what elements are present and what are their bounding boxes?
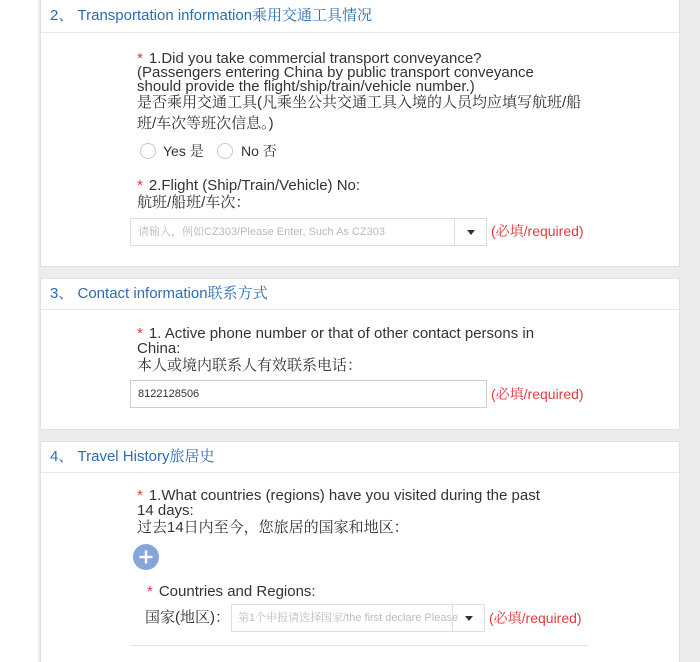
radio-label[interactable]: No 否 (241, 143, 277, 159)
entry-divider (130, 645, 588, 646)
radio-option-no[interactable] (217, 142, 287, 160)
phone-number-input[interactable] (130, 380, 487, 408)
flight-number-input[interactable] (131, 219, 486, 245)
section-title: 2、 Transportation information乘用交通工具情况 (50, 7, 373, 24)
section-transportation (40, 0, 680, 267)
section-header (41, 0, 679, 33)
question-line (137, 178, 360, 194)
section-contact (40, 278, 680, 430)
question-text: 14 days: (137, 502, 194, 519)
question-text: 1.What countries (regions) have you visited during the past (148, 487, 540, 504)
section-title: 4、 Travel History旅居史 (50, 448, 215, 465)
radio-option-yes[interactable] (140, 142, 210, 160)
required-asterisk: * (147, 583, 153, 600)
section-header (41, 279, 679, 310)
question-text: should provide the flight/ship/train/vehicle number.) (137, 78, 475, 95)
caret-down-icon (467, 230, 475, 235)
question-text: 航班/船班/车次： (137, 194, 251, 211)
required-asterisk: * (137, 50, 143, 67)
section-title: 3、 Contact information联系方式 (50, 285, 268, 302)
dropdown-toggle[interactable] (454, 219, 486, 245)
caret-down-icon (465, 616, 473, 621)
required-label: (必填/required) (491, 386, 584, 402)
radio-label[interactable]: Yes 是 (163, 143, 204, 159)
question-text: China: (137, 340, 181, 357)
required-label: (必填/required) (489, 610, 582, 626)
question-text: 班/车次等班次信息。) (137, 115, 274, 132)
section-header (41, 442, 679, 473)
flight-number-combobox[interactable] (130, 218, 487, 246)
question-line (137, 488, 540, 504)
plus-circle-icon (133, 544, 159, 570)
required-label: (必填/required) (491, 223, 584, 239)
question-text: 过去14日内至今，您旅居的国家和地区： (137, 519, 409, 536)
country-select[interactable] (231, 604, 485, 632)
section-travel-history (40, 441, 680, 662)
countries-label: Countries and Regions: (158, 583, 316, 600)
question-text: 2.Flight (Ship/Train/Vehicle) No: (148, 177, 361, 194)
required-asterisk: * (137, 177, 143, 194)
question-line (137, 326, 534, 342)
add-country-button[interactable] (133, 544, 159, 570)
question-text: 是否乘用交通工具(凡乘坐公共交通工具入境的人员均应填写航班/船 (137, 94, 582, 111)
required-asterisk: * (137, 487, 143, 504)
radio-button[interactable] (217, 143, 233, 159)
radio-button[interactable] (140, 143, 156, 159)
question-text: 1.Did you take commercial transport conveyance? (148, 50, 482, 67)
required-asterisk: * (137, 325, 143, 342)
question-text: 本人或境内联系人有效联系电话： (137, 357, 363, 374)
entry-label (147, 584, 316, 600)
select-placeholder: 第1个申报请选择国家/the first declare Please (238, 612, 459, 624)
question-text: 1. Active phone number or that of other contact persons in (148, 325, 535, 342)
dropdown-toggle[interactable] (452, 605, 484, 631)
question-text: (Passengers entering China by public transport conveyance (137, 64, 534, 81)
country-field-label: 国家(地区)： (145, 609, 230, 626)
